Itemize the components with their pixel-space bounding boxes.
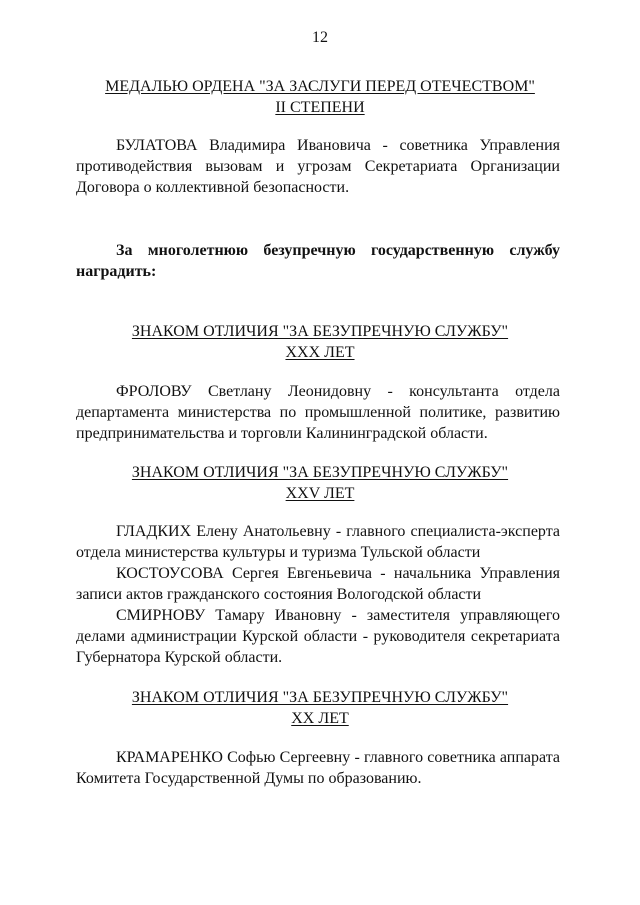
award-intro — [76, 240, 560, 282]
award-title-line1: ЗНАКОМ ОТЛИЧИЯ "ЗА БЕЗУПРЕЧНУЮ СЛУЖБУ" — [131, 323, 509, 340]
award-entry — [76, 135, 560, 198]
award-title-line2: XXX ЛЕТ — [285, 344, 355, 361]
award-title-line1: ЗНАКОМ ОТЛИЧИЯ "ЗА БЕЗУПРЕЧНУЮ СЛУЖБУ" — [131, 464, 509, 481]
entry-text: СМИРНОВУ Тамару Ивановну - заместителя управляющего делами администрации Курской области - руководителя секретариата Губернатора Курской области. — [76, 607, 560, 666]
award-title-line2: XX ЛЕТ — [291, 710, 349, 727]
intro-text: За многолетнюю безупречную государственную службу наградить: — [76, 242, 560, 280]
award-title-line2: II СТЕПЕНИ — [275, 99, 365, 116]
award-title-line1: ЗНАКОМ ОТЛИЧИЯ "ЗА БЕЗУПРЕЧНУЮ СЛУЖБУ" — [131, 689, 509, 706]
entry-text: БУЛАТОВА Владимира Ивановича - советника Управления противодействия вызовам и угрозам Секретариата Организации Договора о коллективной безопасности. — [76, 137, 560, 196]
entry-text: КОСТОУСОВА Сергея Евгеньевича - начальника Управления записи актов гражданского состояния Вологодской области — [76, 565, 560, 603]
page-number: 12 — [312, 29, 328, 46]
award-entry — [76, 605, 560, 668]
entry-text: КРАМАРЕНКО Софью Сергеевну - главного советника аппарата Комитета Государственной Думы по образованию. — [76, 749, 560, 787]
award-heading-medal — [70, 76, 570, 118]
award-heading-25-years — [70, 462, 570, 504]
award-title-line1: МЕДАЛЬЮ ОРДЕНА "ЗА ЗАСЛУГИ ПЕРЕД ОТЕЧЕСТВОМ" — [105, 78, 535, 95]
entry-text: ФРОЛОВУ Светлану Леонидовну - консультанта отдела департамента министерства по промышленной политике, развитию предпринимательства и торговли Калининградской области. — [76, 383, 560, 442]
award-entry — [76, 563, 560, 605]
award-title-line2: XXV ЛЕТ — [285, 485, 355, 502]
award-entry — [76, 521, 560, 563]
entry-text: ГЛАДКИХ Елену Анатольевну - главного специалиста-эксперта отдела министерства культуры и туризма Тульской области — [76, 523, 560, 561]
award-entry — [76, 747, 560, 789]
award-entry — [76, 381, 560, 444]
award-heading-20-years — [70, 687, 570, 729]
award-heading-30-years — [70, 321, 570, 363]
